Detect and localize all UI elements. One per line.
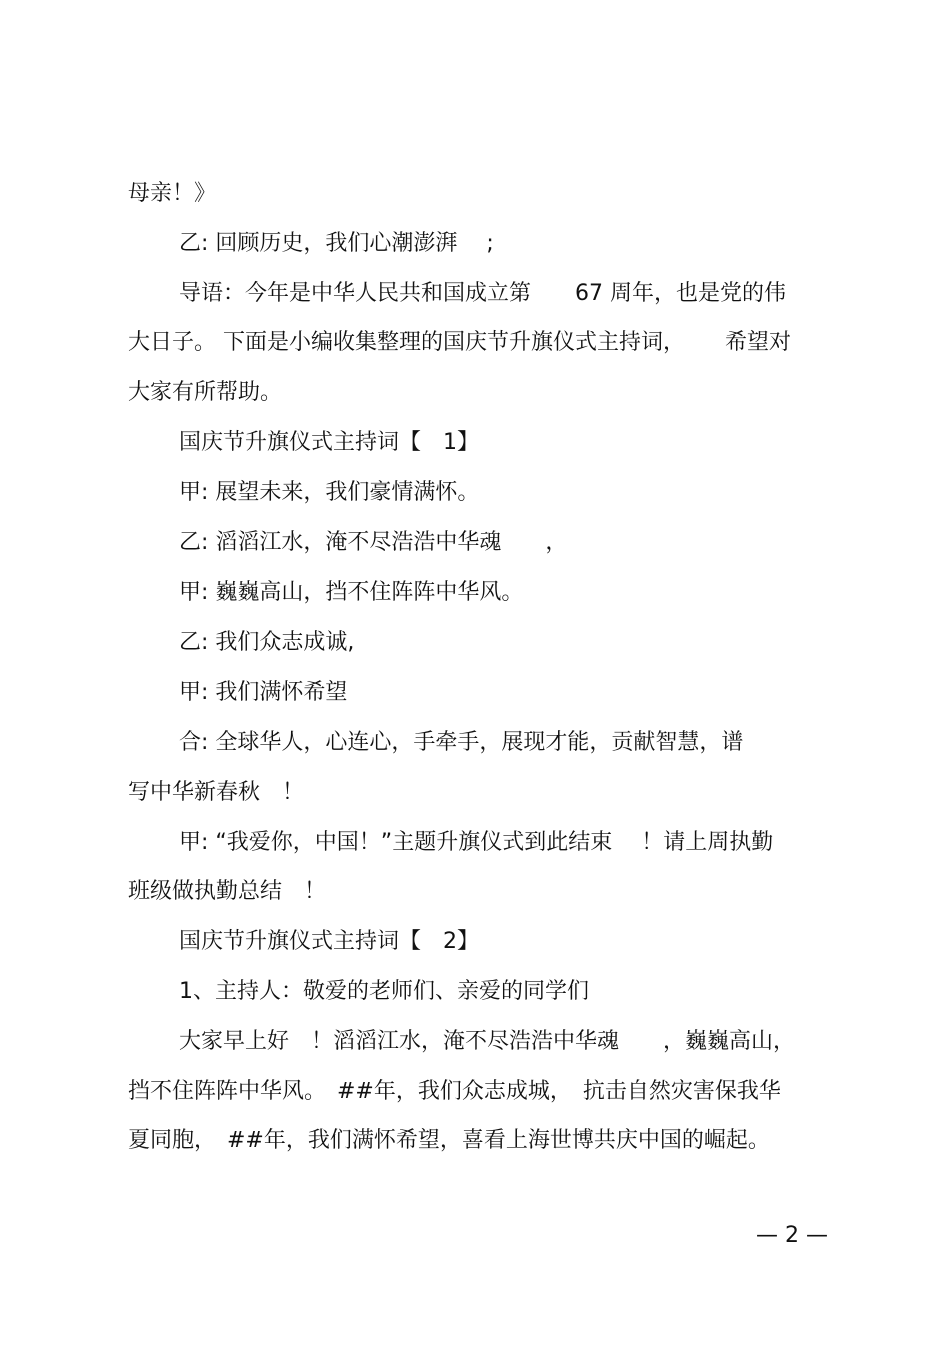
text-line-3: 导语：今年是中华人民共和国成立第 67 周年，也是党的伟 (179, 281, 786, 306)
text-line-17: 1、主持人：敬爱的老师们、亲爱的同学们 (179, 979, 589, 1004)
text-line-13: 写中华新春秋 ！ (128, 780, 305, 805)
text-line-9: 甲: 巍巍高山，挡不住阵阵中华风。 (179, 580, 524, 605)
text-line-18: 大家早上好 ！滔滔江水，淹不尽浩浩中华魂 ，巍巍高山， (179, 1029, 796, 1054)
text-line-7: 甲: 展望未来，我们豪情满怀。 (179, 480, 480, 505)
text-line-8: 乙: 滔滔江水，淹不尽浩浩中华魂 ， (179, 530, 568, 555)
section-heading-1: 国庆节升旗仪式主持词【 1】 (179, 430, 479, 455)
text-line-15: 班级做执勤总结 ！ (128, 879, 327, 904)
text-line-2: 乙: 回顾历史，我们心潮澎湃 ; (179, 231, 494, 256)
text-line-19: 挡不住阵阵中华风。 ##年，我们众志成城， 抗击自然灾害保我华 (128, 1079, 781, 1104)
text-line-4: 大日子。 下面是小编收集整理的国庆节升旗仪式主持词， 希望对 (128, 330, 791, 355)
text-line-10: 乙: 我们众志成诚, (179, 630, 355, 655)
text-line-12: 合: 全球华人，心连心，手牵手，展现才能，贡献智慧，谱 (179, 730, 744, 755)
text-line-20: 夏同胞， ##年，我们满怀希望，喜看上海世博共庆中国的崛起。 (128, 1128, 770, 1153)
page-number: — 2 — (756, 1223, 828, 1248)
text-line-5: 大家有所帮助。 (128, 380, 283, 405)
section-heading-2: 国庆节升旗仪式主持词【 2】 (179, 929, 479, 954)
text-line-11: 甲: 我们满怀希望 (179, 680, 348, 705)
text-line-14: 甲: “我爱你，中国！”主题升旗仪式到此结束 ！请上周执勤 (179, 830, 774, 855)
text-line-1: 母亲！》 (128, 181, 217, 206)
